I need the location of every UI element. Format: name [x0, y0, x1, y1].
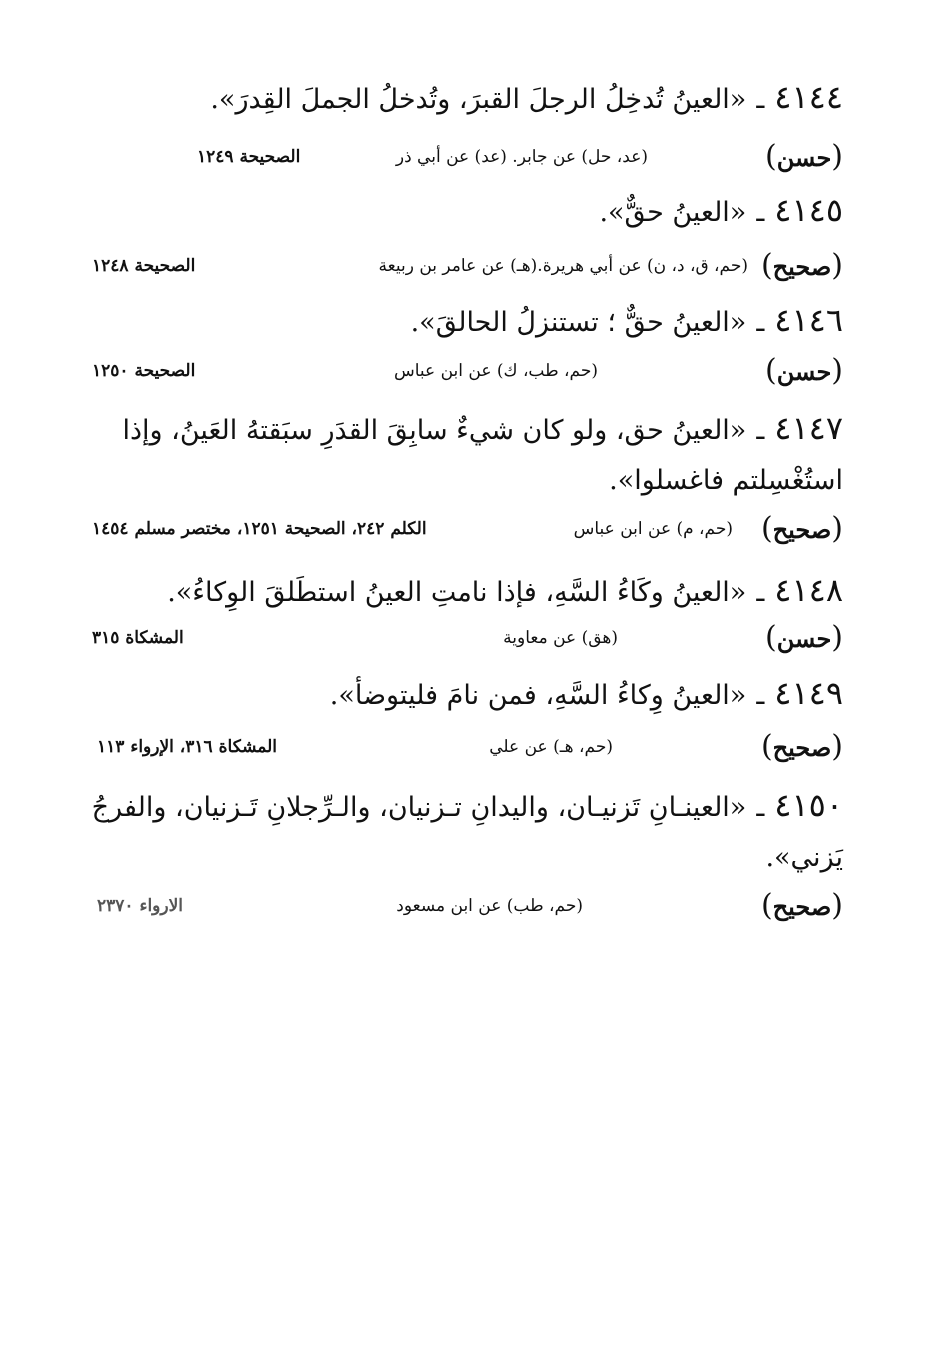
- hadith-text: «العينُ وِكاءُ السَّهِ، فمن نامَ فليتوضأ».: [329, 680, 747, 711]
- hadith-number: ٤١٤٧: [774, 409, 843, 447]
- hadith-dash: ـ: [756, 307, 765, 338]
- hadith-number: ٤١٤٥: [774, 191, 843, 229]
- grade-label: (صحيح): [760, 248, 843, 283]
- source-attribution: (حم، طب) عن ابن مسعود: [396, 896, 583, 916]
- source-attribution: (هق) عن معاوية: [503, 628, 618, 648]
- source-attribution: (حم، م) عن ابن عباس: [573, 519, 733, 539]
- grade-label: (حسن): [765, 139, 843, 174]
- source-attribution: (حم، ق، د، ن) عن أبي هريرة.(هـ) عن عامر بن ربيعة: [378, 256, 748, 276]
- hadith-dash: ـ: [756, 680, 765, 711]
- grade-label: (حسن): [765, 620, 843, 655]
- book-reference: الارواء ٢٣٧٠: [97, 896, 184, 916]
- source-attribution: (حم، هـ) عن علي: [489, 737, 613, 757]
- hadith-4146: [83, 295, 843, 348]
- hadith-text: «العينـانِ تَزنيـان، واليدانِ تـزنيان، والـرِّجلانِ تَـزنيان، والفرجُ يَزني».: [83, 792, 843, 873]
- book-reference: الصحيحة ١٢٤٩: [197, 147, 301, 167]
- hadith-dash: ـ: [756, 415, 765, 446]
- hadith-text: «العينُ حقٌّ ؛ تستنزلُ الحالقَ».: [410, 307, 747, 338]
- hadith-number: ٤١٤٩: [774, 674, 843, 712]
- grade-label: (صحيح): [760, 729, 843, 764]
- hadith-reference-4144: [82, 139, 843, 179]
- hadith-reference-4145: [82, 248, 843, 288]
- hadith-4144: [83, 72, 843, 125]
- hadith-4150: [83, 780, 843, 883]
- hadith-dash: ـ: [756, 84, 765, 115]
- hadith-text: «العينُ وكَاءُ السَّهِ، فإذا نامتِ العينُ استطَلقَ الوِكاءُ».: [167, 577, 747, 608]
- hadith-4148: [83, 565, 843, 618]
- hadith-4149: [83, 668, 843, 721]
- hadith-text: «العينُ حق، ولو كان شيءٌ سابِقَ القدَرِ سبَقتهُ العَينُ، وإذا استُغْسِلتم فاغسلوا».: [113, 415, 843, 496]
- hadith-number: ٤١٥٠: [774, 786, 843, 824]
- hadith-number: ٤١٤٤: [774, 78, 843, 116]
- hadith-number: ٤١٤٨: [774, 571, 843, 609]
- source-attribution: (حم، طب، ك) عن ابن عباس: [394, 361, 598, 381]
- hadith-dash: ـ: [756, 197, 765, 228]
- hadith-dash: ـ: [756, 792, 765, 823]
- hadith-4145: [83, 185, 843, 238]
- hadith-4147: [83, 403, 843, 506]
- hadith-number: ٤١٤٦: [774, 301, 843, 339]
- book-reference: المشكاة ٣١٦، الإرواء ١١٣: [97, 737, 277, 757]
- hadith-reference-4147: [82, 511, 843, 551]
- hadith-reference-4146: [82, 353, 843, 393]
- hadith-dash: ـ: [756, 577, 765, 608]
- grade-label: (صحيح): [760, 511, 843, 546]
- hadith-reference-4149: [82, 729, 843, 769]
- book-reference: الصحيحة ١٢٤٨: [92, 256, 196, 276]
- source-attribution: (عد، حل) عن جابر. (عد) عن أبي ذر: [395, 147, 648, 167]
- hadith-reference-4150: [82, 888, 843, 928]
- grade-label: (صحيح): [760, 888, 843, 923]
- hadith-text: «العينُ حقٌّ».: [599, 197, 747, 228]
- book-reference: الصحيحة ١٢٥٠: [92, 361, 196, 381]
- book-reference: المشكاة ٣١٥: [92, 628, 184, 648]
- hadith-reference-4148: [82, 620, 843, 660]
- hadith-text: «العينُ تُدخِلُ الرجلَ القبرَ، وتُدخلُ الجملَ القِدرَ».: [210, 84, 747, 115]
- book-reference: الكلم ٢٤٢، الصحيحة ١٢٥١، مختصر مسلم ١٤٥٤: [92, 519, 427, 539]
- grade-label: (حسن): [765, 353, 843, 388]
